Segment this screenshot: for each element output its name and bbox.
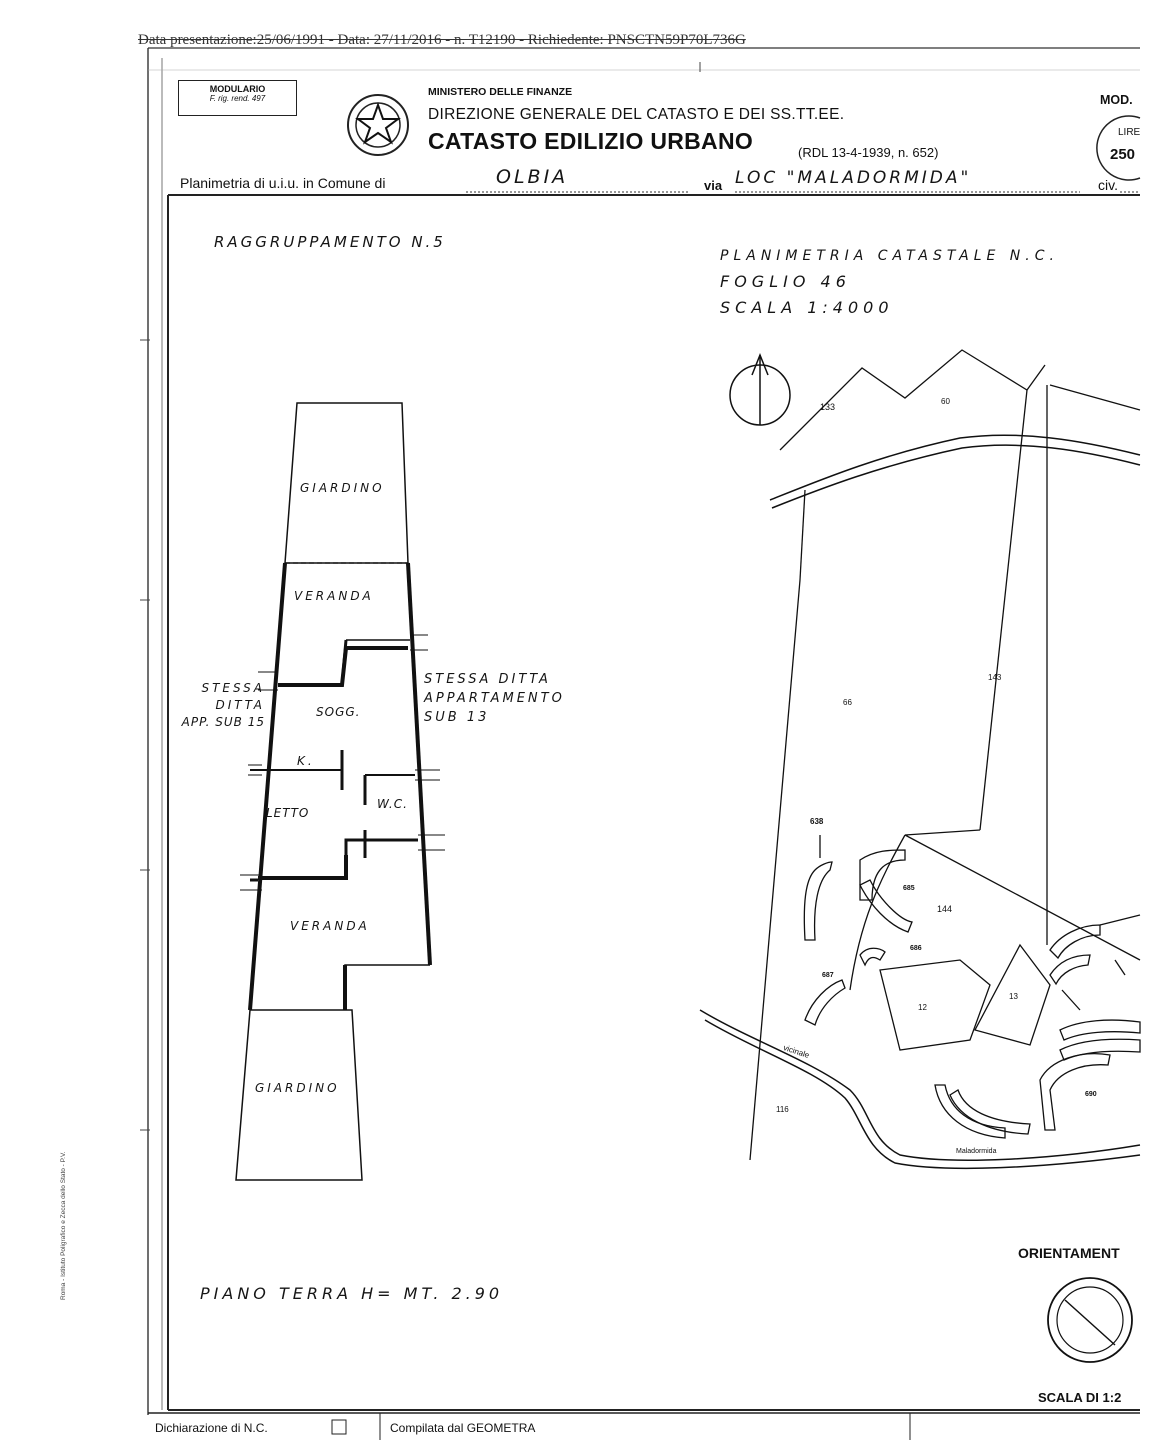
parcel-label: 686	[910, 945, 922, 952]
compilata-label: Compilata dal GEOMETRA	[390, 1421, 536, 1435]
room-kitchen: K.	[297, 754, 315, 768]
dichiarazione-label: Dichiarazione di N.C.	[155, 1421, 268, 1435]
via-label: via	[704, 178, 723, 193]
parcel-label: 690	[1085, 1091, 1097, 1098]
parcel-label: 687	[822, 972, 834, 979]
left-note-line: APP. SUB 15	[181, 715, 265, 729]
parcel-label: 116	[776, 1105, 789, 1114]
ministry-label: MINISTERO DELLE FINANZE	[428, 86, 573, 98]
room-letto: LETTO	[266, 806, 310, 820]
room-wc: W.C.	[377, 797, 408, 811]
law-reference: (RDL 13-4-1939, n. 652)	[798, 145, 939, 160]
direction-label: DIREZIONE GENERALE DEL CATASTO E DEI SS.TT.EE.	[428, 106, 845, 123]
modulario-title: MODULARIO	[209, 84, 266, 94]
floor-label: PIANO TERRA H= MT. 2.90	[200, 1284, 504, 1303]
room-giardino-bottom: GIARDINO	[255, 1081, 340, 1095]
parcel-label: 66	[843, 698, 852, 707]
civ-label: civ.	[1098, 177, 1118, 193]
orientation-icon	[1048, 1278, 1132, 1362]
room-giardino-top: GIARDINO	[300, 481, 385, 495]
right-note-line: STESSA DITTA	[424, 672, 551, 687]
document-title: CATASTO EDILIZIO URBANO	[428, 128, 754, 154]
right-note-line: APPARTAMENTO	[424, 691, 565, 706]
mod-label: MOD.	[1100, 93, 1133, 107]
parcel-label: 685	[903, 885, 915, 892]
modulario-box	[178, 80, 297, 116]
room-soggiorno: SOGG.	[316, 705, 361, 719]
right-note	[424, 670, 565, 727]
modulario-sub: F. rig. rend. 497	[209, 94, 266, 103]
cadastral-map	[700, 350, 1140, 1168]
cadastral-title: PLANIMETRIA CATASTALE N.C.	[720, 248, 1059, 264]
comune-value: OLBIA	[496, 166, 569, 188]
lire-value: 250	[1110, 146, 1136, 163]
parcel-label: 143	[988, 673, 1002, 682]
left-note-line: STESSA	[201, 681, 265, 695]
road-label: vicinale	[782, 1043, 811, 1060]
checkbox-icon	[332, 1420, 346, 1434]
address-prefix: Planimetria di u.i.u. in Comune di	[180, 175, 386, 191]
floor-plan	[236, 403, 445, 1180]
road-label: Maladormida	[956, 1148, 997, 1155]
parcel-label: 133	[820, 402, 836, 412]
scala-label: SCALA 1:4000	[720, 298, 894, 317]
right-note-line: SUB 13	[424, 710, 490, 725]
via-value: LOC "MALADORMIDA"	[735, 168, 972, 188]
parcel-label: 12	[918, 1003, 927, 1012]
foglio-label: FOGLIO 46	[720, 272, 851, 291]
room-veranda-bottom: VERANDA	[290, 919, 370, 933]
left-note-line: DITTA	[215, 698, 265, 712]
parcel-label: 60	[941, 397, 950, 406]
parcel-label: 638	[810, 817, 824, 826]
lire-label: LIRE	[1118, 127, 1141, 138]
request-line: Data presentazione:25/06/1991 - Data: 27/11/2016 - n. T12190 - Richiedente: PNSCTN59P70L736G	[138, 32, 746, 48]
printer-note: Roma - Istituto Poligrafico e Zecca dello Stato - P.V.	[60, 1151, 67, 1300]
parcel-label: 144	[937, 904, 953, 914]
scale-footer-label: SCALA DI 1:2	[1038, 1390, 1122, 1405]
orientamento-label: ORIENTAMENT	[1018, 1245, 1120, 1261]
left-note	[163, 680, 265, 731]
emblem-icon	[348, 95, 408, 155]
group-label: RAGGRUPPAMENTO N.5	[214, 233, 446, 251]
room-veranda-top: VERANDA	[294, 589, 374, 603]
north-arrow-icon	[730, 355, 790, 425]
parcel-label: 13	[1009, 992, 1018, 1001]
